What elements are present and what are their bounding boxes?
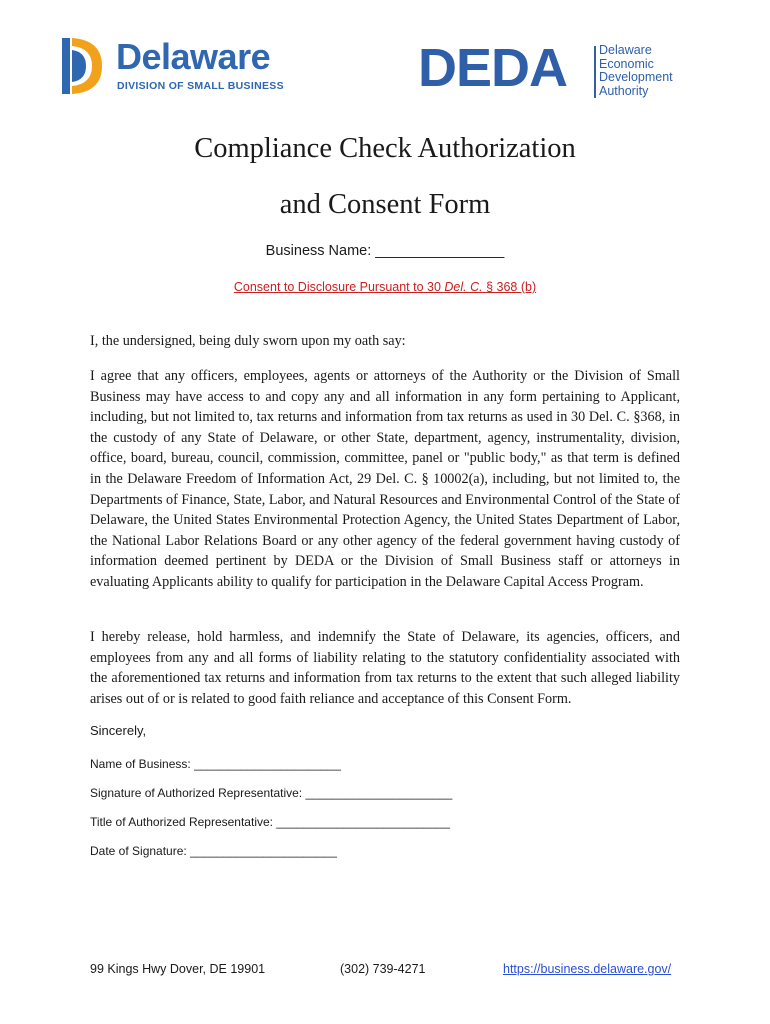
footer-phone: (302) 739-4271 <box>340 962 426 976</box>
deda-wordmark: DEDA <box>418 38 568 98</box>
field-label: Name of Business: <box>90 757 191 771</box>
field-blank[interactable]: ______________________ <box>305 786 453 800</box>
delaware-logo <box>58 34 308 98</box>
delaware-d-mark-icon <box>58 34 106 98</box>
deda-divider <box>594 46 596 98</box>
field-blank[interactable]: ______________________ <box>190 844 337 858</box>
field-label: Date of Signature: <box>90 844 187 858</box>
field-blank[interactable]: ______________________ <box>194 757 341 771</box>
deda-line: Economic <box>599 56 654 71</box>
page-title-line1: Compliance Check Authorization <box>194 133 576 164</box>
signature-field[interactable] <box>90 786 452 800</box>
date-of-signature-field[interactable] <box>90 844 337 858</box>
consent-disclosure-link[interactable] <box>0 280 770 294</box>
business-name-line <box>0 243 770 259</box>
release-paragraph: I hereby release, hold harmless, and indemnify the State of Delaware, its agencies, officers, and employees from any and all forms of liability relating to the statutory confidentiality associated with the aforementioned tax returns and information from tax returns to the extent that such alleged liability arises out of or is related to good faith reliance and acceptance of this Consent Form. <box>90 629 680 707</box>
footer-address: 99 Kings Hwy Dover, DE 19901 <box>90 962 266 976</box>
delaware-wordmark: Delaware <box>116 36 271 77</box>
oath-statement: I, the undersigned, being duly sworn upon my oath say: <box>90 333 406 349</box>
field-label: Signature of Authorized Representative: <box>90 786 303 800</box>
field-blank[interactable]: __________________________ <box>276 815 450 829</box>
deda-line: Authority <box>599 83 649 98</box>
consent-prefix: Consent to Disclosure Pursuant to 30 <box>233 280 445 294</box>
footer-website-link[interactable]: https://business.delaware.gov/ <box>503 962 672 976</box>
field-label: Title of Authorized Representative: <box>90 815 273 829</box>
consent-italic: Del. C. <box>444 280 483 294</box>
delaware-subtitle: DIVISION OF SMALL BUSINESS <box>117 80 284 92</box>
name-of-business-field[interactable] <box>90 757 341 771</box>
consent-suffix: § 368 (b) <box>482 280 537 294</box>
deda-line: Delaware <box>599 43 652 57</box>
deda-line: Development <box>599 70 673 84</box>
page-title-line2: and Consent Form <box>279 189 491 220</box>
title-of-representative-field[interactable] <box>90 815 450 829</box>
business-name-blank[interactable]: ________________ <box>375 243 505 259</box>
closing: Sincerely, <box>90 723 147 738</box>
deda-full-name <box>599 44 673 98</box>
deda-logo <box>418 38 688 102</box>
agreement-paragraph: I agree that any officers, employees, agents or attorneys of the Authority or the Division of Small Business may have access to and copy any and all information in any form pertaining to Applicant, including, but not limited to, tax returns and information from tax returns as used in 30 Del. C. §368, in the custody of any State of Delaware, or other State, department, agency, instrumentality, division, office, board, bureau, council, commission, committee, panel or "public body," as that term is defined in the Delaware Freedom of Information Act, 29 Del. C. § 10002(a), including, but not limited to, the Departments of Finance, State, Labor, and Natural Resources and Environmental Control of the State of Delaware, the United States Environmental Protection Agency, the United States Department of Labor, the National Labor Relations Board or any other agency of the federal government having custody of information deemed pertinent by DEDA or the Division of Small Business staff or attorneys in evaluating Applicants ability to qualify for participation in the Delaware Capital Access Program. <box>90 368 681 590</box>
business-name-label: Business Name: <box>265 243 372 259</box>
